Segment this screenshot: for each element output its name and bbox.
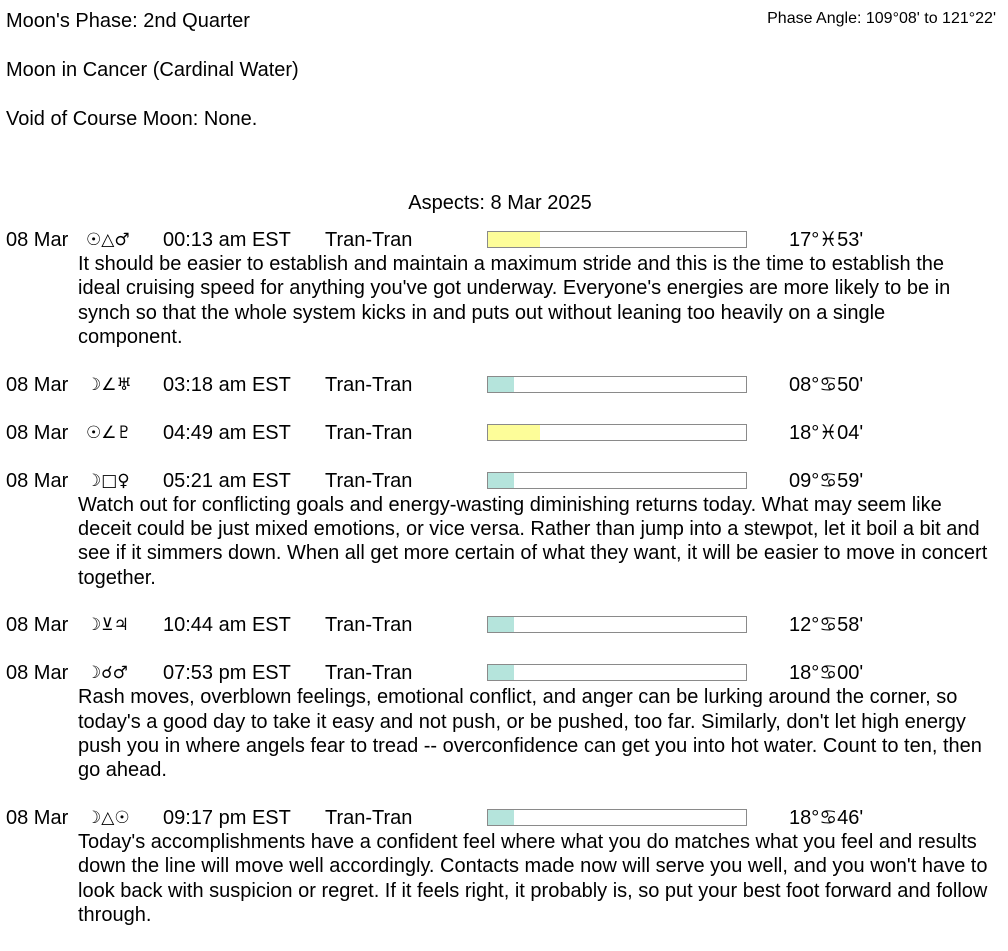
strength-bar	[487, 664, 747, 681]
moon-phase-text: Moon's Phase: 2nd Quarter	[6, 10, 250, 32]
aspect-type: Tran-Tran	[325, 614, 413, 637]
strength-bar-fill	[488, 232, 540, 247]
aspect-degree: 08°♋50'	[789, 373, 864, 396]
aspect-entry	[0, 228, 1008, 350]
strength-bar	[487, 376, 747, 393]
aspect-date: 08 Mar	[6, 662, 69, 685]
aspect-row	[0, 228, 1008, 252]
aspect-degree: 18°♋46'	[789, 806, 864, 829]
strength-bar-fill	[488, 810, 514, 825]
aspect-degree: 09°♋59'	[789, 469, 864, 492]
aspect-description: Watch out for conflicting goals and energy-wasting diminishing returns today. What may seem like deceit could be just mixed emotions, or vice versa. Rather than jump into a stewpot, let it boil a bit and see if it simmers down. When all get more certain of what they want, it will be easier to move in concert together.	[78, 493, 988, 589]
aspect-degree: 12°♋58'	[789, 614, 864, 637]
aspect-type: Tran-Tran	[325, 806, 413, 829]
strength-bar-fill	[488, 377, 514, 392]
aspect-glyphs: ☽⊻♃	[86, 615, 129, 636]
aspect-time: 09:17 pm EST	[163, 806, 291, 829]
aspect-glyphs: ☉∠♇	[86, 422, 132, 443]
aspect-row	[0, 469, 1008, 493]
aspect-description: It should be easier to establish and maintain a maximum stride and this is the time to establish the ideal cruising speed for anything you've got underway. Everyone's energies are more likely to be in synch so that the whole system kicks in and puts out without leaning too heavily on a single component.	[78, 253, 951, 349]
strength-bar-fill	[488, 425, 540, 440]
strength-bar-fill	[488, 665, 514, 680]
aspect-entry	[0, 613, 1008, 637]
aspect-date: 08 Mar	[6, 421, 69, 444]
phase-angle-text: Phase Angle: 109°08' to 121°22'	[767, 10, 996, 27]
aspect-time: 05:21 am EST	[163, 469, 291, 492]
aspect-type: Tran-Tran	[325, 662, 413, 685]
void-of-course-text: Void of Course Moon: None.	[6, 108, 258, 130]
aspect-date: 08 Mar	[6, 229, 69, 251]
strength-bar-fill	[488, 617, 514, 632]
strength-bar	[487, 616, 747, 633]
aspect-entry	[0, 421, 1008, 445]
aspects-title: Aspects: 8 Mar 2025	[408, 192, 592, 214]
strength-bar	[487, 231, 747, 248]
aspect-date: 08 Mar	[6, 614, 69, 637]
aspect-glyphs: ☉△♂	[86, 230, 130, 250]
aspect-degree: 18°♓04'	[789, 421, 864, 444]
aspect-type: Tran-Tran	[325, 229, 413, 251]
strength-bar	[487, 472, 747, 489]
moon-sign-text: Moon in Cancer (Cardinal Water)	[6, 59, 299, 81]
aspect-type: Tran-Tran	[325, 421, 413, 444]
aspect-type: Tran-Tran	[325, 373, 413, 396]
strength-bar-fill	[488, 473, 514, 488]
aspect-degree: 18°♋00'	[789, 662, 864, 685]
aspect-description: Today's accomplishments have a confident feel where what you do matches what you feel and results down the line will move well accordingly. Contacts made now will serve you well, and you won't have to look back with suspicion or regret. If it feels right, it probably is, so put your best foot forward and follow through.	[78, 830, 988, 927]
aspect-entry	[0, 806, 1008, 928]
aspect-row	[0, 661, 1008, 685]
aspect-glyphs: ☽☌♂	[86, 663, 128, 684]
aspect-entry	[0, 661, 1008, 783]
aspect-time: 10:44 am EST	[163, 614, 291, 637]
aspect-date: 08 Mar	[6, 373, 69, 396]
aspect-row	[0, 373, 1008, 397]
aspect-glyphs: ☽∠♅	[86, 374, 132, 395]
aspect-glyphs: ☽□♀	[86, 470, 130, 491]
aspect-glyphs: ☽△☉	[86, 807, 130, 828]
aspect-degree: 17°♓53'	[789, 229, 864, 251]
aspect-row	[0, 613, 1008, 637]
aspect-entry	[0, 469, 1008, 591]
aspect-date: 08 Mar	[6, 469, 69, 492]
strength-bar	[487, 424, 747, 441]
aspect-entry	[0, 373, 1008, 397]
aspect-time: 07:53 pm EST	[163, 662, 291, 685]
strength-bar	[487, 809, 747, 826]
aspect-description: Rash moves, overblown feelings, emotional conflict, and anger can be lurking around the corner, so today's a good day to take it easy and not push, or be pushed, too far. Similarly, don't let high energy push you in where angels fear to tread -- overconfidence can get you into hot water. Count to ten, then go ahead.	[78, 686, 982, 782]
aspect-row	[0, 421, 1008, 445]
aspect-row	[0, 806, 1008, 830]
aspect-time: 04:49 am EST	[163, 421, 291, 444]
aspect-time: 03:18 am EST	[163, 373, 291, 396]
aspect-date: 08 Mar	[6, 806, 69, 829]
aspects-list	[0, 228, 1008, 951]
aspect-time: 00:13 am EST	[163, 229, 291, 251]
aspect-type: Tran-Tran	[325, 469, 413, 492]
